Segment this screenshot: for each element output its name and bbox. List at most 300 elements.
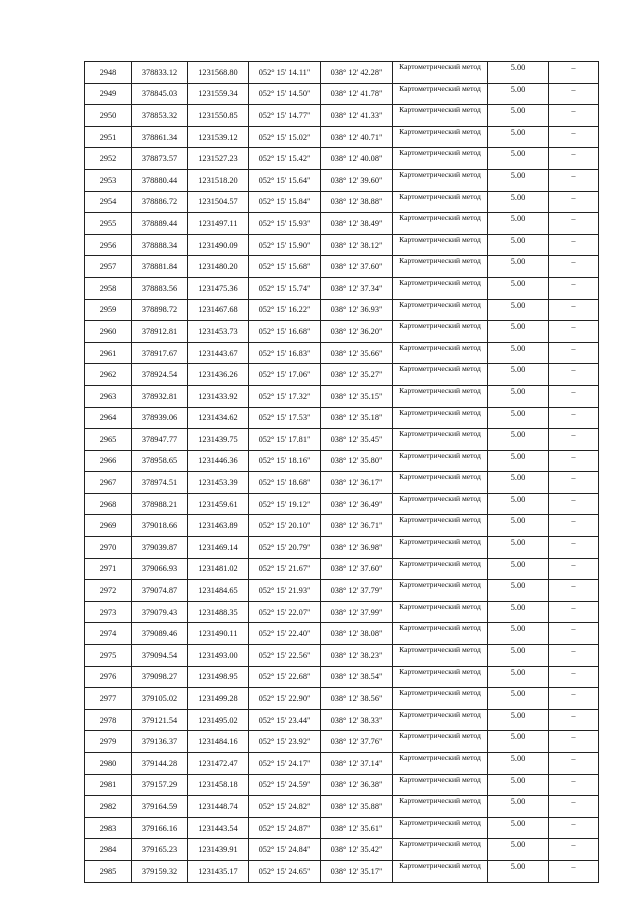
- method-cell: Картометрический метод: [393, 234, 488, 256]
- point-number-cell: 2956: [85, 234, 132, 256]
- x-coordinate-cell: 379144.28: [132, 753, 188, 775]
- table-row: [85, 666, 599, 688]
- note-cell: –: [549, 666, 599, 688]
- coordinates-table: [84, 61, 599, 883]
- note-cell: –: [549, 342, 599, 364]
- note-cell: –: [549, 817, 599, 839]
- table-row: [85, 817, 599, 839]
- accuracy-cell: 5.00: [488, 817, 549, 839]
- longitude-cell: 038° 12' 35.80": [321, 450, 393, 472]
- table-row: [85, 796, 599, 818]
- coordinates-table-body: [85, 62, 599, 883]
- longitude-cell: 038° 12' 38.54": [321, 666, 393, 688]
- latitude-cell: 052° 15' 14.50": [249, 83, 321, 105]
- accuracy-cell: 5.00: [488, 839, 549, 861]
- accuracy-cell: 5.00: [488, 860, 549, 882]
- note-cell: –: [549, 385, 599, 407]
- point-number-cell: 2969: [85, 515, 132, 537]
- table-row: [85, 83, 599, 105]
- method-cell: Картометрический метод: [393, 580, 488, 602]
- longitude-cell: 038° 12' 40.71": [321, 126, 393, 148]
- accuracy-cell: 5.00: [488, 666, 549, 688]
- note-cell: –: [549, 493, 599, 515]
- latitude-cell: 052° 15' 17.06": [249, 364, 321, 386]
- accuracy-cell: 5.00: [488, 731, 549, 753]
- table-row: [85, 321, 599, 343]
- x-coordinate-cell: 378958.65: [132, 450, 188, 472]
- y-coordinate-cell: 1231448.74: [188, 796, 249, 818]
- method-cell: Картометрический метод: [393, 126, 488, 148]
- table-row: [85, 753, 599, 775]
- latitude-cell: 052° 15' 17.53": [249, 407, 321, 429]
- method-cell: Картометрический метод: [393, 537, 488, 559]
- latitude-cell: 052° 15' 23.92": [249, 731, 321, 753]
- x-coordinate-cell: 379164.59: [132, 796, 188, 818]
- latitude-cell: 052° 15' 15.68": [249, 256, 321, 278]
- note-cell: –: [549, 688, 599, 710]
- accuracy-cell: 5.00: [488, 342, 549, 364]
- latitude-cell: 052° 15' 15.42": [249, 148, 321, 170]
- method-cell: Картометрический метод: [393, 277, 488, 299]
- x-coordinate-cell: 379094.54: [132, 645, 188, 667]
- latitude-cell: 052° 15' 17.81": [249, 429, 321, 451]
- note-cell: –: [549, 191, 599, 213]
- latitude-cell: 052° 15' 24.84": [249, 839, 321, 861]
- x-coordinate-cell: 378873.57: [132, 148, 188, 170]
- table-row: [85, 213, 599, 235]
- latitude-cell: 052° 15' 17.32": [249, 385, 321, 407]
- longitude-cell: 038° 12' 35.18": [321, 407, 393, 429]
- point-number-cell: 2958: [85, 277, 132, 299]
- x-coordinate-cell: 378924.54: [132, 364, 188, 386]
- accuracy-cell: 5.00: [488, 537, 549, 559]
- latitude-cell: 052° 15' 21.67": [249, 558, 321, 580]
- longitude-cell: 038° 12' 39.60": [321, 169, 393, 191]
- table-row: [85, 342, 599, 364]
- x-coordinate-cell: 379157.29: [132, 774, 188, 796]
- accuracy-cell: 5.00: [488, 601, 549, 623]
- latitude-cell: 052° 15' 15.74": [249, 277, 321, 299]
- latitude-cell: 052° 15' 16.83": [249, 342, 321, 364]
- accuracy-cell: 5.00: [488, 580, 549, 602]
- latitude-cell: 052° 15' 20.79": [249, 537, 321, 559]
- point-number-cell: 2972: [85, 580, 132, 602]
- latitude-cell: 052° 15' 18.68": [249, 472, 321, 494]
- longitude-cell: 038° 12' 36.20": [321, 321, 393, 343]
- table-row: [85, 731, 599, 753]
- longitude-cell: 038° 12' 35.27": [321, 364, 393, 386]
- x-coordinate-cell: 378833.12: [132, 62, 188, 84]
- accuracy-cell: 5.00: [488, 515, 549, 537]
- table-row: [85, 645, 599, 667]
- longitude-cell: 038° 12' 36.71": [321, 515, 393, 537]
- method-cell: Картометрический метод: [393, 169, 488, 191]
- x-coordinate-cell: 379079.43: [132, 601, 188, 623]
- x-coordinate-cell: 378912.81: [132, 321, 188, 343]
- table-row: [85, 580, 599, 602]
- table-row: [85, 709, 599, 731]
- method-cell: Картометрический метод: [393, 450, 488, 472]
- longitude-cell: 038° 12' 41.78": [321, 83, 393, 105]
- note-cell: –: [549, 709, 599, 731]
- x-coordinate-cell: 378880.44: [132, 169, 188, 191]
- table-row: [85, 62, 599, 84]
- table-row: [85, 450, 599, 472]
- method-cell: Картометрический метод: [393, 256, 488, 278]
- longitude-cell: 038° 12' 37.60": [321, 256, 393, 278]
- y-coordinate-cell: 1231469.14: [188, 537, 249, 559]
- table-row: [85, 126, 599, 148]
- accuracy-cell: 5.00: [488, 62, 549, 84]
- y-coordinate-cell: 1231453.39: [188, 472, 249, 494]
- latitude-cell: 052° 15' 15.84": [249, 191, 321, 213]
- point-number-cell: 2976: [85, 666, 132, 688]
- accuracy-cell: 5.00: [488, 169, 549, 191]
- x-coordinate-cell: 379121.54: [132, 709, 188, 731]
- latitude-cell: 052° 15' 22.40": [249, 623, 321, 645]
- x-coordinate-cell: 378932.81: [132, 385, 188, 407]
- note-cell: –: [549, 429, 599, 451]
- longitude-cell: 038° 12' 35.66": [321, 342, 393, 364]
- method-cell: Картометрический метод: [393, 666, 488, 688]
- longitude-cell: 038° 12' 38.08": [321, 623, 393, 645]
- method-cell: Картометрический метод: [393, 191, 488, 213]
- accuracy-cell: 5.00: [488, 385, 549, 407]
- longitude-cell: 038° 12' 38.56": [321, 688, 393, 710]
- method-cell: Картометрический метод: [393, 148, 488, 170]
- point-number-cell: 2963: [85, 385, 132, 407]
- point-number-cell: 2984: [85, 839, 132, 861]
- longitude-cell: 038° 12' 37.14": [321, 753, 393, 775]
- method-cell: Картометрический метод: [393, 645, 488, 667]
- note-cell: –: [549, 472, 599, 494]
- x-coordinate-cell: 378888.34: [132, 234, 188, 256]
- table-row: [85, 148, 599, 170]
- y-coordinate-cell: 1231488.35: [188, 601, 249, 623]
- point-number-cell: 2970: [85, 537, 132, 559]
- method-cell: Картометрический метод: [393, 558, 488, 580]
- latitude-cell: 052° 15' 20.10": [249, 515, 321, 537]
- point-number-cell: 2981: [85, 774, 132, 796]
- accuracy-cell: 5.00: [488, 407, 549, 429]
- y-coordinate-cell: 1231490.09: [188, 234, 249, 256]
- point-number-cell: 2974: [85, 623, 132, 645]
- latitude-cell: 052° 15' 22.56": [249, 645, 321, 667]
- y-coordinate-cell: 1231435.17: [188, 860, 249, 882]
- point-number-cell: 2954: [85, 191, 132, 213]
- method-cell: Картометрический метод: [393, 753, 488, 775]
- y-coordinate-cell: 1231481.02: [188, 558, 249, 580]
- x-coordinate-cell: 379159.32: [132, 860, 188, 882]
- latitude-cell: 052° 15' 14.11": [249, 62, 321, 84]
- point-number-cell: 2980: [85, 753, 132, 775]
- longitude-cell: 038° 12' 38.23": [321, 645, 393, 667]
- table-row: [85, 558, 599, 580]
- longitude-cell: 038° 12' 36.17": [321, 472, 393, 494]
- point-number-cell: 2975: [85, 645, 132, 667]
- method-cell: Картометрический метод: [393, 385, 488, 407]
- note-cell: –: [549, 839, 599, 861]
- method-cell: Картометрический метод: [393, 774, 488, 796]
- point-number-cell: 2955: [85, 213, 132, 235]
- x-coordinate-cell: 379074.87: [132, 580, 188, 602]
- note-cell: –: [549, 277, 599, 299]
- note-cell: –: [549, 213, 599, 235]
- table-row: [85, 537, 599, 559]
- point-number-cell: 2965: [85, 429, 132, 451]
- y-coordinate-cell: 1231439.75: [188, 429, 249, 451]
- x-coordinate-cell: 378889.44: [132, 213, 188, 235]
- y-coordinate-cell: 1231490.11: [188, 623, 249, 645]
- latitude-cell: 052° 15' 24.65": [249, 860, 321, 882]
- x-coordinate-cell: 378845.03: [132, 83, 188, 105]
- note-cell: –: [549, 860, 599, 882]
- longitude-cell: 038° 12' 38.33": [321, 709, 393, 731]
- note-cell: –: [549, 407, 599, 429]
- latitude-cell: 052° 15' 15.02": [249, 126, 321, 148]
- y-coordinate-cell: 1231434.62: [188, 407, 249, 429]
- y-coordinate-cell: 1231499.28: [188, 688, 249, 710]
- y-coordinate-cell: 1231453.73: [188, 321, 249, 343]
- longitude-cell: 038° 12' 37.79": [321, 580, 393, 602]
- x-coordinate-cell: 379136.37: [132, 731, 188, 753]
- x-coordinate-cell: 378988.21: [132, 493, 188, 515]
- y-coordinate-cell: 1231495.02: [188, 709, 249, 731]
- y-coordinate-cell: 1231459.61: [188, 493, 249, 515]
- y-coordinate-cell: 1231472.47: [188, 753, 249, 775]
- method-cell: Картометрический метод: [393, 515, 488, 537]
- accuracy-cell: 5.00: [488, 429, 549, 451]
- y-coordinate-cell: 1231436.26: [188, 364, 249, 386]
- note-cell: –: [549, 623, 599, 645]
- point-number-cell: 2977: [85, 688, 132, 710]
- note-cell: –: [549, 169, 599, 191]
- x-coordinate-cell: 379089.46: [132, 623, 188, 645]
- longitude-cell: 038° 12' 37.76": [321, 731, 393, 753]
- method-cell: Картометрический метод: [393, 472, 488, 494]
- y-coordinate-cell: 1231493.00: [188, 645, 249, 667]
- x-coordinate-cell: 379098.27: [132, 666, 188, 688]
- latitude-cell: 052° 15' 18.16": [249, 450, 321, 472]
- note-cell: –: [549, 515, 599, 537]
- method-cell: Картометрический метод: [393, 601, 488, 623]
- latitude-cell: 052° 15' 24.87": [249, 817, 321, 839]
- y-coordinate-cell: 1231484.16: [188, 731, 249, 753]
- point-number-cell: 2966: [85, 450, 132, 472]
- accuracy-cell: 5.00: [488, 213, 549, 235]
- note-cell: –: [549, 753, 599, 775]
- accuracy-cell: 5.00: [488, 321, 549, 343]
- method-cell: Картометрический метод: [393, 321, 488, 343]
- table-row: [85, 472, 599, 494]
- longitude-cell: 038° 12' 35.45": [321, 429, 393, 451]
- y-coordinate-cell: 1231475.36: [188, 277, 249, 299]
- x-coordinate-cell: 378898.72: [132, 299, 188, 321]
- latitude-cell: 052° 15' 16.68": [249, 321, 321, 343]
- x-coordinate-cell: 378861.34: [132, 126, 188, 148]
- point-number-cell: 2950: [85, 105, 132, 127]
- longitude-cell: 038° 12' 35.42": [321, 839, 393, 861]
- latitude-cell: 052° 15' 21.93": [249, 580, 321, 602]
- accuracy-cell: 5.00: [488, 774, 549, 796]
- accuracy-cell: 5.00: [488, 299, 549, 321]
- latitude-cell: 052° 15' 19.12": [249, 493, 321, 515]
- accuracy-cell: 5.00: [488, 753, 549, 775]
- x-coordinate-cell: 378939.06: [132, 407, 188, 429]
- point-number-cell: 2982: [85, 796, 132, 818]
- accuracy-cell: 5.00: [488, 234, 549, 256]
- point-number-cell: 2953: [85, 169, 132, 191]
- accuracy-cell: 5.00: [488, 450, 549, 472]
- x-coordinate-cell: 379166.16: [132, 817, 188, 839]
- longitude-cell: 038° 12' 36.38": [321, 774, 393, 796]
- method-cell: Картометрический метод: [393, 213, 488, 235]
- longitude-cell: 038° 12' 36.49": [321, 493, 393, 515]
- longitude-cell: 038° 12' 40.08": [321, 148, 393, 170]
- table-row: [85, 688, 599, 710]
- point-number-cell: 2983: [85, 817, 132, 839]
- table-row: [85, 191, 599, 213]
- y-coordinate-cell: 1231498.95: [188, 666, 249, 688]
- table-row: [85, 407, 599, 429]
- table-row: [85, 839, 599, 861]
- y-coordinate-cell: 1231433.92: [188, 385, 249, 407]
- latitude-cell: 052° 15' 16.22": [249, 299, 321, 321]
- longitude-cell: 038° 12' 35.17": [321, 860, 393, 882]
- point-number-cell: 2959: [85, 299, 132, 321]
- point-number-cell: 2960: [85, 321, 132, 343]
- x-coordinate-cell: 378917.67: [132, 342, 188, 364]
- method-cell: Картометрический метод: [393, 860, 488, 882]
- method-cell: Картометрический метод: [393, 299, 488, 321]
- note-cell: –: [549, 234, 599, 256]
- latitude-cell: 052° 15' 14.77": [249, 105, 321, 127]
- point-number-cell: 2968: [85, 493, 132, 515]
- note-cell: –: [549, 364, 599, 386]
- accuracy-cell: 5.00: [488, 364, 549, 386]
- x-coordinate-cell: 378886.72: [132, 191, 188, 213]
- table-row: [85, 169, 599, 191]
- note-cell: –: [549, 731, 599, 753]
- y-coordinate-cell: 1231439.91: [188, 839, 249, 861]
- method-cell: Картометрический метод: [393, 817, 488, 839]
- point-number-cell: 2967: [85, 472, 132, 494]
- table-row: [85, 429, 599, 451]
- note-cell: –: [549, 299, 599, 321]
- y-coordinate-cell: 1231467.68: [188, 299, 249, 321]
- y-coordinate-cell: 1231539.12: [188, 126, 249, 148]
- table-row: [85, 774, 599, 796]
- x-coordinate-cell: 378974.51: [132, 472, 188, 494]
- x-coordinate-cell: 379066.93: [132, 558, 188, 580]
- method-cell: Картометрический метод: [393, 429, 488, 451]
- x-coordinate-cell: 379165.23: [132, 839, 188, 861]
- method-cell: Картометрический метод: [393, 688, 488, 710]
- note-cell: –: [549, 256, 599, 278]
- note-cell: –: [549, 537, 599, 559]
- point-number-cell: 2978: [85, 709, 132, 731]
- note-cell: –: [549, 83, 599, 105]
- point-number-cell: 2949: [85, 83, 132, 105]
- latitude-cell: 052° 15' 24.17": [249, 753, 321, 775]
- accuracy-cell: 5.00: [488, 83, 549, 105]
- table-row: [85, 234, 599, 256]
- latitude-cell: 052° 15' 23.44": [249, 709, 321, 731]
- method-cell: Картометрический метод: [393, 623, 488, 645]
- method-cell: Картометрический метод: [393, 62, 488, 84]
- point-number-cell: 2952: [85, 148, 132, 170]
- y-coordinate-cell: 1231527.23: [188, 148, 249, 170]
- longitude-cell: 038° 12' 35.61": [321, 817, 393, 839]
- method-cell: Картометрический метод: [393, 342, 488, 364]
- longitude-cell: 038° 12' 38.12": [321, 234, 393, 256]
- y-coordinate-cell: 1231559.34: [188, 83, 249, 105]
- note-cell: –: [549, 148, 599, 170]
- method-cell: Картометрический метод: [393, 731, 488, 753]
- table-row: [85, 105, 599, 127]
- accuracy-cell: 5.00: [488, 623, 549, 645]
- point-number-cell: 2957: [85, 256, 132, 278]
- x-coordinate-cell: 379105.02: [132, 688, 188, 710]
- point-number-cell: 2979: [85, 731, 132, 753]
- accuracy-cell: 5.00: [488, 472, 549, 494]
- y-coordinate-cell: 1231518.20: [188, 169, 249, 191]
- note-cell: –: [549, 601, 599, 623]
- longitude-cell: 038° 12' 37.99": [321, 601, 393, 623]
- longitude-cell: 038° 12' 38.49": [321, 213, 393, 235]
- latitude-cell: 052° 15' 15.90": [249, 234, 321, 256]
- accuracy-cell: 5.00: [488, 191, 549, 213]
- note-cell: –: [549, 105, 599, 127]
- point-number-cell: 2962: [85, 364, 132, 386]
- method-cell: Картометрический метод: [393, 364, 488, 386]
- table-row: [85, 493, 599, 515]
- note-cell: –: [549, 321, 599, 343]
- x-coordinate-cell: 378947.77: [132, 429, 188, 451]
- method-cell: Картометрический метод: [393, 105, 488, 127]
- latitude-cell: 052° 15' 22.68": [249, 666, 321, 688]
- table-row: [85, 601, 599, 623]
- point-number-cell: 2985: [85, 860, 132, 882]
- x-coordinate-cell: 378881.84: [132, 256, 188, 278]
- longitude-cell: 038° 12' 36.98": [321, 537, 393, 559]
- latitude-cell: 052° 15' 24.59": [249, 774, 321, 796]
- longitude-cell: 038° 12' 35.15": [321, 385, 393, 407]
- y-coordinate-cell: 1231463.89: [188, 515, 249, 537]
- method-cell: Картометрический метод: [393, 839, 488, 861]
- method-cell: Картометрический метод: [393, 83, 488, 105]
- point-number-cell: 2948: [85, 62, 132, 84]
- x-coordinate-cell: 378853.32: [132, 105, 188, 127]
- table-row: [85, 860, 599, 882]
- accuracy-cell: 5.00: [488, 796, 549, 818]
- accuracy-cell: 5.00: [488, 148, 549, 170]
- x-coordinate-cell: 378883.56: [132, 277, 188, 299]
- accuracy-cell: 5.00: [488, 105, 549, 127]
- y-coordinate-cell: 1231550.85: [188, 105, 249, 127]
- table-row: [85, 515, 599, 537]
- accuracy-cell: 5.00: [488, 277, 549, 299]
- y-coordinate-cell: 1231443.67: [188, 342, 249, 364]
- x-coordinate-cell: 379018.66: [132, 515, 188, 537]
- y-coordinate-cell: 1231480.20: [188, 256, 249, 278]
- longitude-cell: 038° 12' 42.28": [321, 62, 393, 84]
- method-cell: Картометрический метод: [393, 407, 488, 429]
- point-number-cell: 2973: [85, 601, 132, 623]
- latitude-cell: 052° 15' 24.82": [249, 796, 321, 818]
- y-coordinate-cell: 1231458.18: [188, 774, 249, 796]
- accuracy-cell: 5.00: [488, 126, 549, 148]
